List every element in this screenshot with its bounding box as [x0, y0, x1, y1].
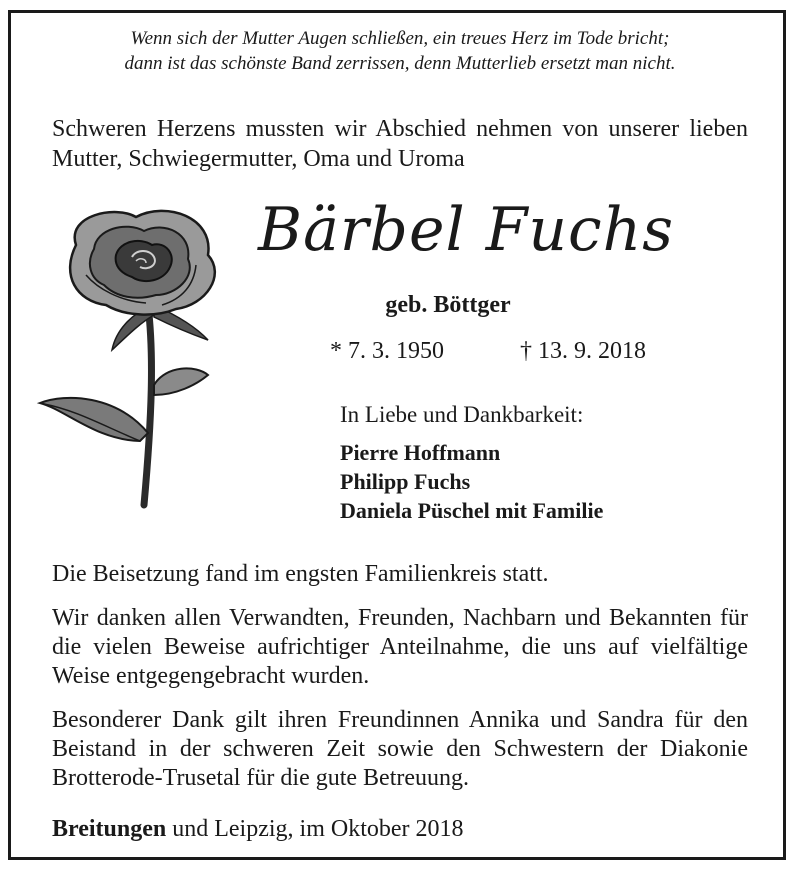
thanks-text: Wir danken allen Verwandten, Freunden, Nachbarn und Bekannten für die vielen Beweise aufrichtiger Anteilnahme, die uns auf vielfältige Weise entgegengebracht wurden.	[52, 605, 748, 689]
poem-line-2: dann ist das schönste Band zerrissen, denn Mutterlieb ersetzt man nicht.	[124, 53, 676, 74]
mourner: Pierre Hoffmann	[340, 440, 501, 465]
rose-icon	[36, 205, 236, 515]
death-date: † 13. 9. 2018	[520, 338, 646, 364]
intro-text: Schweren Herzens mussten wir Abschied nehmen von unserer lieben Mutter, Schwiegermutter, Oma und Uroma	[52, 116, 748, 172]
birth-name: geb. Böttger	[385, 292, 511, 318]
mourner: Philipp Fuchs	[340, 469, 471, 494]
place-and-date	[52, 814, 464, 844]
poem	[30, 26, 770, 76]
mourners-list	[340, 438, 603, 525]
place-bold: Breitungen	[52, 816, 167, 842]
mourner: Daniela Püschel mit Familie	[340, 498, 604, 523]
burial-text: Die Beisetzung fand im engsten Familienkreis statt.	[52, 561, 549, 587]
special-thanks-text: Besonderer Dank gilt ihren Freundinnen Annika und Sandra für den Beistand in der schweren Zeit sowie den Schwestern der Diakonie Brotterode-Trusetal für die gute Betreuung.	[52, 707, 748, 791]
love-line: In Liebe und Dankbarkeit:	[340, 402, 584, 427]
poem-line-1: Wenn sich der Mutter Augen schließen, ein treues Herz im Tode bricht;	[130, 28, 670, 49]
birth-date: * 7. 3. 1950	[330, 338, 444, 364]
deceased-name: Bärbel Fuchs	[258, 195, 675, 265]
place-rest: und Leipzig, im Oktober 2018	[166, 816, 464, 842]
